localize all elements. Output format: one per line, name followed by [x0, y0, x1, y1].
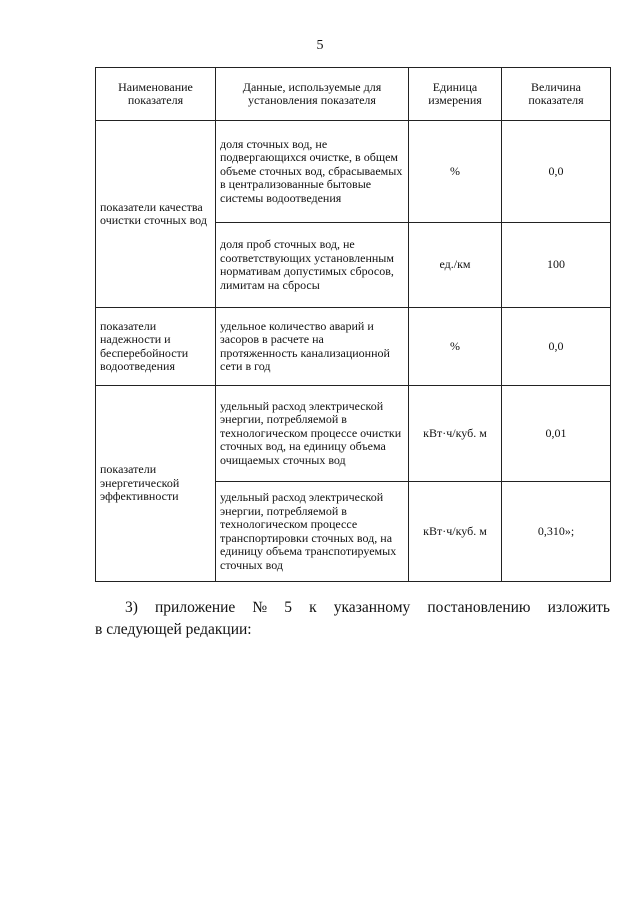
indicator-name-cell: показатели надежности и бесперебойности водоотведения	[96, 308, 216, 386]
indicators-table	[95, 67, 611, 582]
value-cell: 0,01	[502, 386, 611, 482]
indicator-name-cell: показатели энергетической эффективности	[96, 386, 216, 582]
header-value: Величина показателя	[502, 68, 611, 121]
data-cell: доля проб сточных вод, не соответствующих установленным нормативам допустимых сбросов, лимитам на сбросы	[216, 223, 409, 308]
unit-cell: ед./км	[409, 223, 502, 308]
paragraph-word: постановлению	[427, 599, 531, 616]
unit-cell: кВт·ч/куб. м	[409, 386, 502, 482]
data-cell: удельное количество аварий и засоров в расчете на протяженность канализационной сети в год	[216, 308, 409, 386]
paragraph-word: указанному	[333, 599, 411, 616]
unit-cell: %	[409, 308, 502, 386]
table-row	[96, 121, 611, 223]
table-header-row	[96, 68, 611, 121]
header-name: Наименование показателя	[96, 68, 216, 121]
indicator-name-cell: показатели качества очистки сточных вод	[96, 121, 216, 308]
paragraph-line-1	[95, 597, 610, 619]
unit-cell: кВт·ч/куб. м	[409, 482, 502, 582]
paragraph-line-2: в следующей редакции:	[95, 621, 252, 638]
header-unit: Единица измерения	[409, 68, 502, 121]
paragraph-word: приложение	[155, 599, 236, 616]
data-cell: удельный расход электрической энергии, потребляемой в технологическом процессе очистки сточных вод, на единицу объема очищаемых сточных вод	[216, 386, 409, 482]
value-cell: 100	[502, 223, 611, 308]
value-cell: 0,0	[502, 121, 611, 223]
header-data: Данные, используемые для установления показателя	[216, 68, 409, 121]
paragraph-word: 5	[284, 599, 293, 616]
amendment-paragraph	[95, 597, 610, 641]
value-cell: 0,310»;	[502, 482, 611, 582]
paragraph-word: 3)	[125, 599, 138, 616]
table-row	[96, 386, 611, 482]
table-row	[96, 308, 611, 386]
value-cell: 0,0	[502, 308, 611, 386]
paragraph-word: №	[252, 599, 268, 616]
data-cell: удельный расход электрической энергии, потребляемой в технологическом процессе транспортировки сточных вод, на единицу объема транспотируемых сточных вод	[216, 482, 409, 582]
paragraph-word: изложить	[547, 599, 610, 616]
unit-cell: %	[409, 121, 502, 223]
page-number: 5	[316, 38, 324, 53]
paragraph-word: к	[309, 599, 317, 616]
data-cell: доля сточных вод, не подвергающихся очистке, в общем объеме сточных вод, сбрасываемых в централизованные бытовые системы водоотведения	[216, 121, 409, 223]
